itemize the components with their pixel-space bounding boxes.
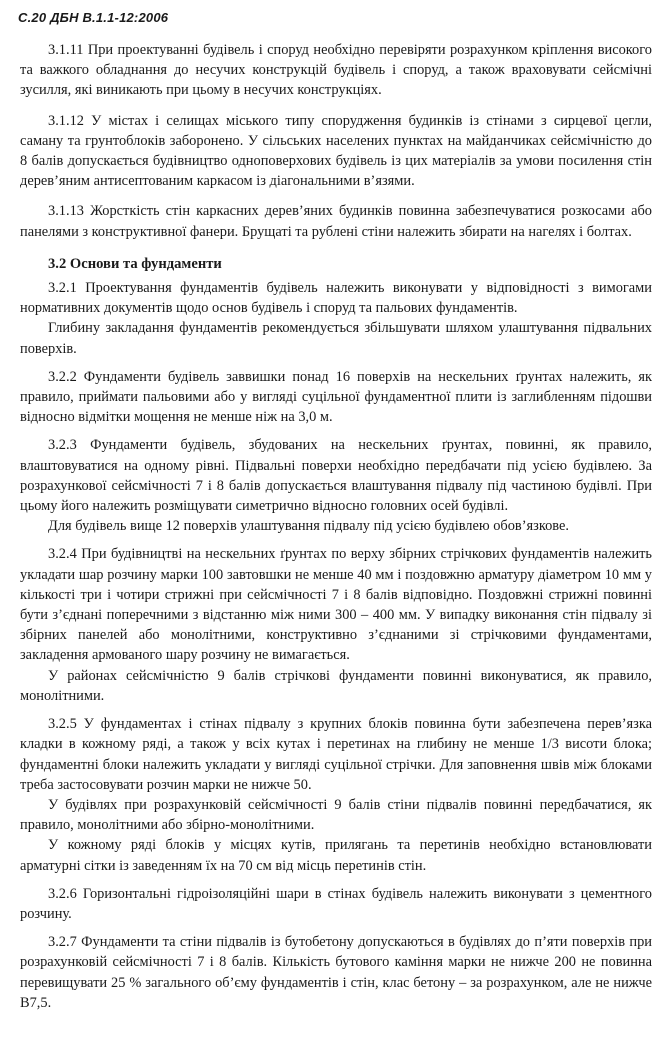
clause-3-2-5-continuation-1: У будівлях при розрахунковій сейсмічності 9 балів стіни підвалів повинні передбачатися, як правило, монолітними або збірно-монолітними. (20, 796, 652, 834)
section-heading-3-2: 3.2 Основи та фундаменти (48, 255, 222, 272)
clause-3-1-11: 3.1.11 При проектуванні будівель і споруд необхідно перевіряти розрахунком кріплення високого та важкого обладнання до несучих конструкцій будівель і споруд, а також враховувати сейсмічні зусилля, які виникають при цьому в несучих конструкціях. (20, 42, 652, 99)
clause-3-2-3: 3.2.3 Фундаменти будівель, збудованих на нескельних ґрунтах, повинні, як правило, влаштовуватися на одному рівні. Підвальні поверхи необхідно передбачати під усією будівлею. За розрахункової сейсмічності 7 і 8 балів допускається влаштування підвалу під частиною будівлі. При цьому його належить розміщувати симетрично відносно головних осей будівлі. (20, 437, 652, 515)
clause-3-2-6: 3.2.6 Горизонтальні гідроізоляційні шари в стінах будівель належить виконувати з цементного розчину. (20, 885, 652, 922)
running-header: С.20 ДБН В.1.1-12:2006 (18, 10, 169, 25)
clause-3-2-5: 3.2.5 У фундаментах і стінах підвалу з крупних блоків повинна бути забезпечена перев’язка кладки в кожному ряді, а також у всіх кутах і перетинах на глибину не менше 1/3 висоти блока; фундаментні блоки належить укладати у вигляді суцільної стрічки. Для заповнення швів між блоками треба застосовувати розчин марки не нижче 50. (20, 716, 652, 793)
clause-3-2-5-continuation-2: У кожному ряді блоків у місцях кутів, прилягань та перетинів необхідно встановлювати арматурні сітки із заведенням їх на 70 см від місць перетинів стін. (20, 837, 652, 874)
clause-3-2-1-continuation: Глибину закладання фундаментів рекомендується збільшувати шляхом улаштування підвальних поверхів. (20, 320, 652, 357)
clause-3-2-3-continuation: Для будівель вище 12 поверхів улаштування підвалу під усією будівлею обов’язкове. (48, 518, 569, 535)
clause-3-2-4: 3.2.4 При будівництві на нескельних ґрунтах по верху збірних стрічкових фундаментів належить укладати шар розчину марки 100 завтовшки не менше 40 мм і поздовжню арматуру діаметром 10 мм у кількості три і чотири стрижні при сейсмічності 7 і 8 балів відповідно. Поздовжні стрижні повинні бути з’єднані поперечними з відстанню між ними 300 – 400 мм. У випадку виконання стін підвалу зі збірних панелей або монолітними, конструктивно з’єднаними зі стрічковими фундаментами, закладення армованого шару розчину не вимагається. (20, 546, 652, 664)
clause-3-1-13: 3.1.13 Жорсткість стін каркасних дерев’яних будинків повинна забезпечуватися розкосами або панелями з конструктивної фанери. Брущаті та рублені стіни належить збирати на нагелях і болтах. (20, 203, 652, 240)
clause-3-2-7: 3.2.7 Фундаменти та стіни підвалів із бутобетону допускаються в будівлях до п’яти поверхів при розрахунковій сейсмічності 7 і 8 балів. Кількість бутового каміння марки не нижче 200 не повинна перевищувати 25 % загального об’єму фундаментів і стін, клас бетону – за розрахунком, але не нижче В7,5. (20, 934, 652, 1011)
clause-3-2-1: 3.2.1 Проектування фундаментів будівель належить виконувати у відповідності з вимогами нормативних документів щодо основ будівель і споруд та пальових фундаментів. (20, 280, 652, 317)
clause-3-1-12: 3.1.12 У містах і селищах міського типу спорудження будинків із стінами з сирцевої цегли, саману та грунтоблоків заборонено. У сільських населених пунктах на майданчиках сейсмічністю до 8 балів допускається будівництво одноповерхових будівель із цих матеріалів за умови посилення стін дерев’яним антисептованим каркасом із діагональними в’язями. (20, 112, 652, 190)
clause-3-2-2: 3.2.2 Фундаменти будівель заввишки понад 16 поверхів на нескельних ґрунтах належить, як правило, приймати пальовими або у вигляді суцільної фундаментної плити із заглибленням підошви відносно відмітки мощення не менше ніж на 3,0 м. (20, 368, 652, 426)
clause-3-2-4-continuation: У районах сейсмічністю 9 балів стрічкові фундаменти повинні виконуватися, як правило, монолітними. (20, 667, 652, 704)
document-body (20, 40, 652, 1013)
